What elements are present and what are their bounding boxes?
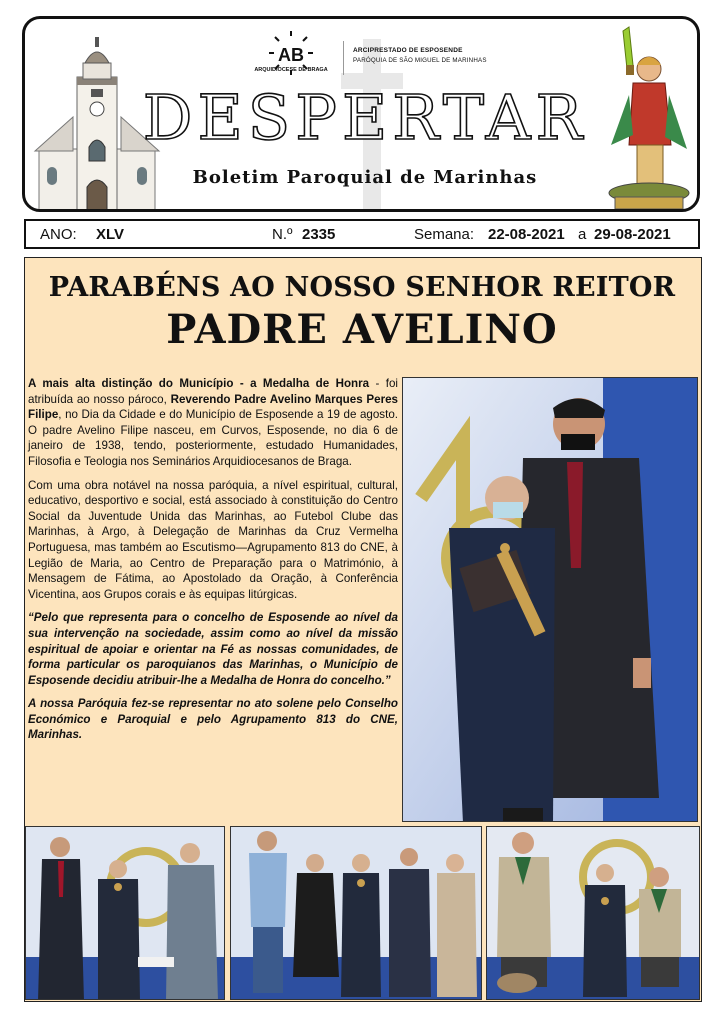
week-end: 29-08-2021	[594, 226, 671, 243]
saint-michael-statue	[593, 25, 695, 211]
priest-name: Reverendo Padre Avelino Marques Peres Filipe	[28, 392, 398, 422]
award-highlight: A mais alta distinção do Município - a Medalha de Honra	[28, 377, 370, 390]
number-label: N.º	[272, 226, 293, 243]
paragraph-closing: A nossa Paróquia fez-se representar no ato solene pelo Conselho Económico e Paroquial e pelo Agrupamento 813 do CNE, Marinhas.	[28, 697, 398, 742]
award-text-1: - foi atribuída ao nosso pároco,	[28, 377, 398, 406]
photo-scouts	[486, 826, 700, 1000]
article-body	[28, 376, 398, 751]
archpriesthood-name: ARCIPRESTADO DE ESPOSENDE	[353, 47, 463, 54]
week-label: Semana:	[414, 226, 475, 243]
logo-letters: AB	[278, 45, 304, 65]
headline-congratulations: PARABÉNS AO NOSSO SENHOR REITOR	[48, 272, 676, 303]
issue-number: 2335	[302, 226, 336, 243]
year-value: XLV	[96, 226, 125, 243]
photo-priest-and-mayor	[403, 378, 698, 822]
issue-info-bar	[24, 219, 700, 249]
logo-caption: ARQUIDIOCESE DE BRAGA	[254, 67, 328, 73]
photo-priest-with-officials	[25, 826, 225, 1000]
year-label: ANO:	[40, 226, 77, 243]
week-separator: a	[578, 226, 587, 243]
bulletin-subtitle: Boletim Paroquial de Marinhas	[192, 167, 538, 188]
main-photo-award	[402, 377, 698, 822]
photo-parish-council	[230, 826, 482, 1000]
bulletin-title: DESPERTAR	[142, 81, 588, 154]
archdiocese-logo	[261, 29, 321, 87]
masthead	[22, 16, 700, 212]
award-text-2: , no Dia da Cidade e do Município de Esposende a 19 de agosto. O padre Avelino Filipe nasceu, em Curvos, Esposende, no dia 6 de janeiro de 1938, tendo, posteriormente, estudado Humanidades, Filosofia e Teologia nos Seminários Arquidiocesanos de Braga.	[28, 408, 398, 468]
headline-name: PADRE AVELINO	[166, 306, 558, 353]
paragraph-work: Com uma obra notável na nossa paróquia, a nível espiritual, cultural, educativo, desportivo e social, está associado à constituição do Centro Social da Juventude Unida das Marinhas, ao Futebol Clube das Marinhas, à Argo, à Delegação de Marinhas da Cruz Vermelha Portuguesa, mas também ao Escutismo—Agrupamento 813 do CNE, à Legião de Maria, ao Centro de Preparação para o Matrimónio, à Mensagem de Fátima, ao Apostolado da Oração, à Conferência Vicentina, aos Grupos corais e às equipas litúrgicas.	[28, 478, 398, 601]
paragraph-award	[28, 376, 398, 470]
municipality-quote: “Pelo que representa para o concelho de Esposende ao nível da sua intervenção na sociedade, assim como ao nível da missão espiritual de apoiar e orientar na Fé as nossas comunidades, de forma particular os paroquianos das Marinhas, o Município de Esposende decidiu atribuir-lhe a Medalha de Honra do concelho.”	[28, 611, 398, 687]
logo-divider	[343, 41, 344, 75]
parish-name: PARÓQUIA DE SÃO MIGUEL DE MARINHAS	[353, 57, 487, 64]
week-start: 22-08-2021	[488, 226, 565, 243]
